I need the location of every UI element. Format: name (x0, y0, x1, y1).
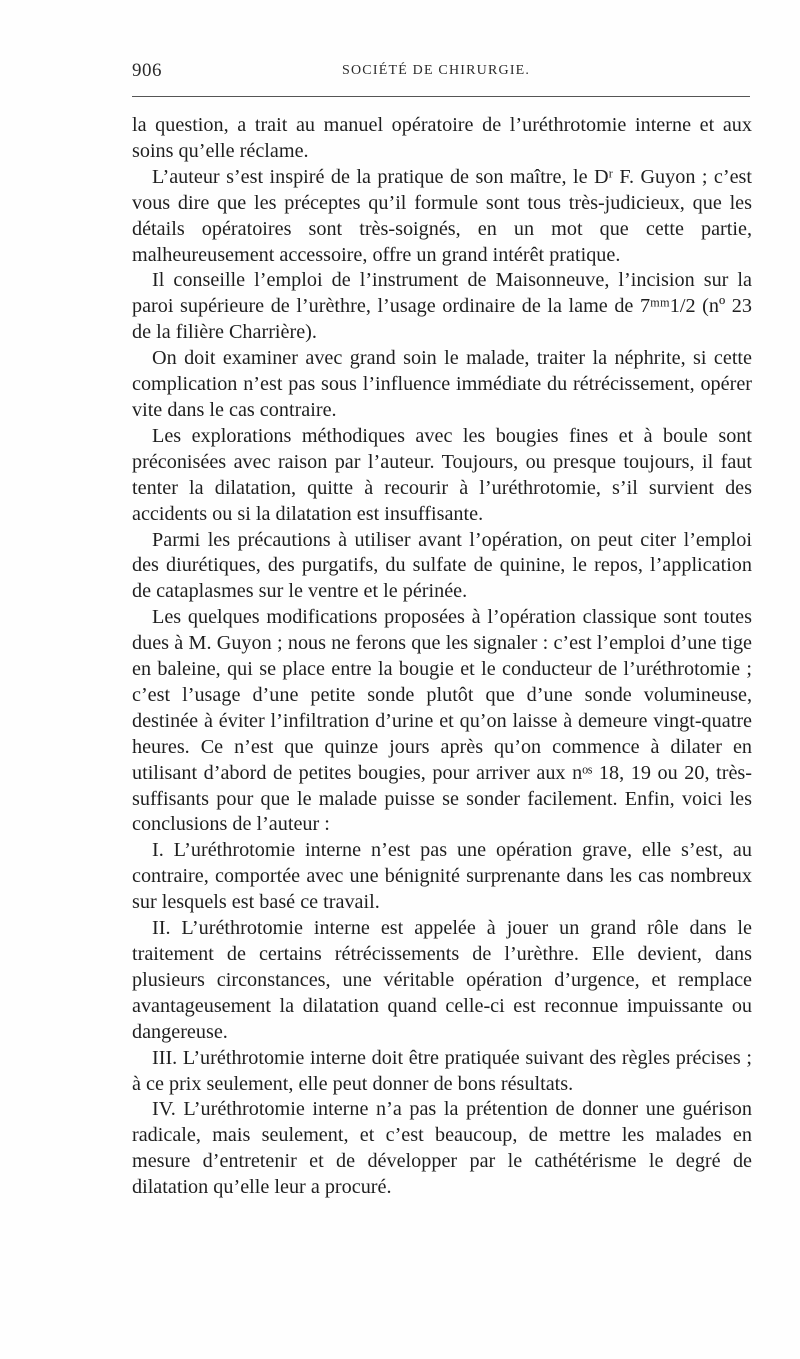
body-text (132, 113, 752, 1201)
running-head: SOCIÉTÉ DE CHIRURGIE. (342, 63, 531, 78)
paragraph: On doit examiner avec grand soin le malade, traiter la néphrite, si cette complication n’est pas sous l’influence immédiate du rétrécissement, opérer vite dans le cas contraire. (132, 347, 752, 421)
header-rule (132, 96, 750, 97)
paragraph: la question, a trait au manuel opératoire de l’uréthrotomie interne et aux soins qu’elle réclame. (132, 114, 752, 162)
conclusion-paragraph: II. L’uréthrotomie interne est appelée à jouer un grand rôle dans le traitement de certains rétrécissements de l’urèthre. Elle devient, dans plusieurs circonstances, une véritable opération d’urgence, et remplace avantageusement la dilatation quand celle-ci est reconnue impuissante ou dangereuse. (132, 917, 752, 1043)
conclusion-paragraph: III. L’uréthrotomie interne doit être pratiquée suivant des règles précises ; à ce prix seulement, elle peut donner de bons résultats. (132, 1046, 752, 1095)
page-number: 906 (132, 60, 162, 81)
paragraph: Parmi les précautions à utiliser avant l’opération, on peut citer l’emploi des diurétiques, des purgatifs, du sulfate de quinine, le repos, l’application de cataplasmes sur le ventre et le périnée. (132, 528, 752, 603)
page-header (132, 60, 752, 86)
paragraph: Les quelques modifications proposées à l’opération classique sont toutes dues à M. Guyon ; nous ne ferons que les signaler : c’est l’emploi d’une tige en baleine, qui se place entre la bougie et le conducteur de l’uréthrotomie ; c’est l’usage d’une petite sonde plutôt que d’une sonde volumineuse, destinée à éviter l’infiltration d’urine et qu’on laisse à demeure vingt-quatre heures. Ce n’est que quinze jours après qu’on commence à dilater en utilisant d’abord de petites bougies, pour arriver aux nᵒˢ 18, 19 ou 20, très-suffisants pour que le malade puisse se sonder facilement. Enfin, voici les conclusions de l’auteur : (132, 606, 752, 836)
paragraph: Il conseille l’emploi de l’instrument de Maisonneuve, l’incision sur la paroi supérieure de l’urèthre, l’usage ordinaire de la lame de 7ᵐᵐ1/2 (nº 23 de la filière Charrière). (132, 269, 752, 344)
conclusion-paragraph: IV. L’uréthrotomie interne n’a pas la prétention de donner une guérison radicale, mais seulement, et c’est beaucoup, de mettre les malades en mesure d’entretenir et de développer par le cathétérisme le degré de dilatation qu’elle leur a procuré. (132, 1098, 752, 1199)
paragraph: L’auteur s’est inspiré de la pratique de son maître, le Dʳ F. Guyon ; c’est vous dire que les préceptes qu’il formule sont tous très-judicieux, que les détails opératoires sont très-soignés, en un mot que cette partie, malheureusement accessoire, offre un grand intérêt pratique. (132, 165, 752, 266)
conclusion-paragraph: I. L’uréthrotomie interne n’est pas une opération grave, elle s’est, au contraire, comportée avec une bénignité surprenante dans les cas nombreux sur lesquels est basé ce travail. (132, 839, 752, 914)
paragraph: Les explorations méthodiques avec les bougies fines et à boule sont préconisées avec raison par l’auteur. Toujours, ou presque toujours, il faut tenter la dilatation, quitte à recourir à l’uréthrotomie, s’il survient des accidents ou si la dilatation est insuffisante. (132, 424, 752, 525)
